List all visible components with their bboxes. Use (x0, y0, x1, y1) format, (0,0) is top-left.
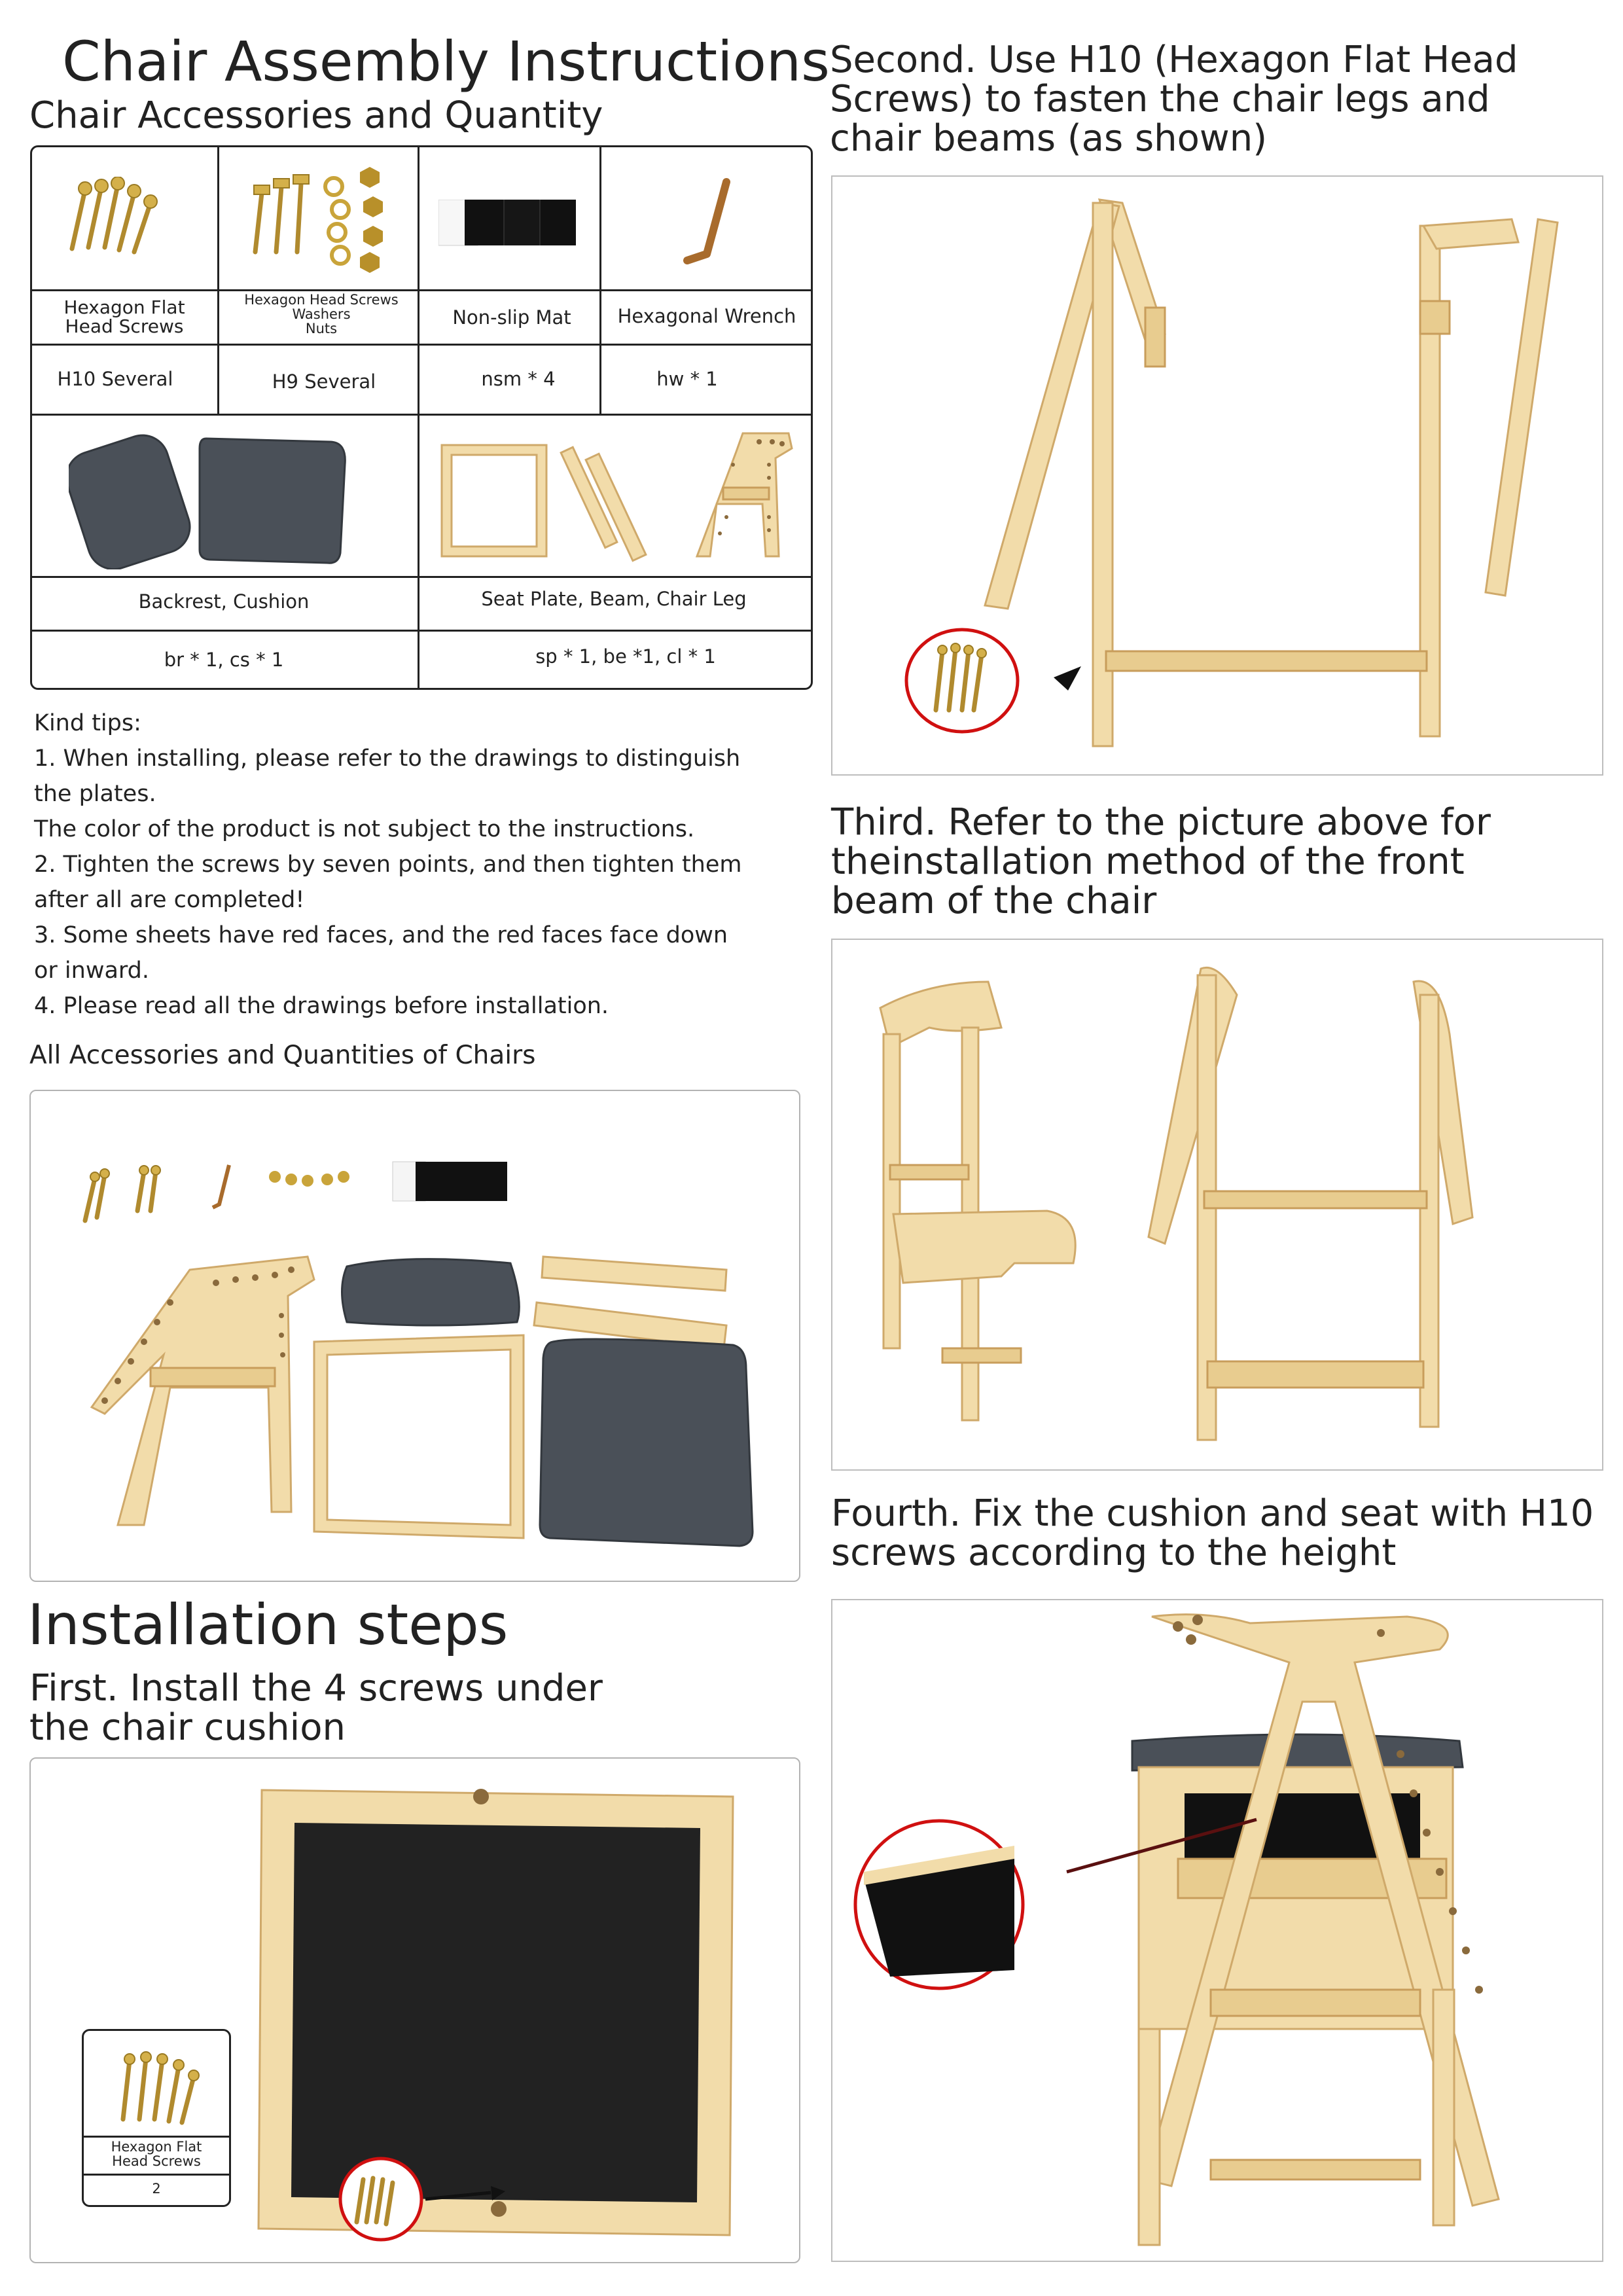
tip-line: or inward. (34, 958, 150, 984)
screw-icon (116, 2051, 202, 2129)
item-hex-head-screws-qty: H9 Several (272, 370, 376, 393)
item-non-slip-mat-qty: nsm * 4 (481, 368, 556, 390)
item-backrest-cushion-qty: br * 1, cs * 1 (164, 649, 284, 671)
item-hex-flat-screws-label: Hexagon Flat Head Screws (63, 296, 185, 338)
step-first-inset-card (82, 2029, 231, 2207)
tip-line: 1. When installing, please refer to the drawings to distinguish (34, 745, 741, 772)
step-first-screw-callout (334, 2153, 510, 2251)
item-hex-head-screws-label: Hexagon Head Screws Washers Nuts (244, 292, 399, 337)
arrow-icon (1067, 1820, 1257, 1872)
seat-plate-icon (314, 1335, 524, 1538)
beam-icon (1106, 651, 1427, 671)
chair-frame-right-icon (1149, 967, 1472, 1440)
chair-leg-icon (697, 433, 792, 556)
screw-icon (72, 177, 157, 252)
step-second-heading: Second. Use H10 (Hexagon Flat Head Screws) to fasten the chair legs and chair beams (as shown) (830, 39, 1518, 160)
tip-line: the plates. (34, 781, 156, 807)
arrow-icon (425, 2193, 491, 2199)
inset-screw-label: Hexagon Flat Head Screws (111, 2139, 202, 2170)
tip-line: 3. Some sheets have red faces, and the red faces face down (34, 922, 728, 948)
seat-plate-icon (442, 445, 546, 556)
screws-icon (85, 1166, 160, 1221)
tip-line: The color of the product is not subject to the instructions. (34, 816, 695, 842)
wrench-icon (213, 1165, 229, 1208)
step-first-heading: First. Install the 4 screws under the chair cushion (29, 1667, 603, 1749)
all-accessories-heading: All Accessories and Quantities of Chairs (29, 1041, 536, 1070)
cushion-icon (1132, 1734, 1463, 1770)
step-fourth-detail-callout (851, 1806, 1309, 2003)
backrest-cushion-photo (69, 425, 357, 569)
backrest-icon (69, 429, 196, 569)
non-slip-mat-photo (438, 200, 589, 252)
hex-wrench-photo (681, 175, 740, 274)
beams-icon (534, 1257, 726, 1348)
arrow-icon (1054, 666, 1081, 691)
washers-nuts-icon (269, 1171, 349, 1187)
backrest-icon (342, 1259, 520, 1325)
installation-heading: Installation steps (27, 1592, 508, 1658)
inset-screw-qty: 2 (152, 2181, 161, 2197)
step-second-screw-callout (897, 615, 1106, 740)
tip-line: 2. Tighten the screws by seven points, and then tighten them (34, 852, 742, 878)
tip-line: after all are completed! (34, 887, 305, 913)
beam-icon (561, 447, 646, 560)
cushion-icon (540, 1339, 753, 1546)
item-hex-wrench-label: Hexagonal Wrench (617, 305, 796, 327)
kind-tips (34, 706, 787, 1024)
item-hex-flat-screws-qty: H10 Several (57, 368, 173, 390)
accessories-heading: Chair Accessories and Quantity (29, 94, 603, 137)
seat-plate-beam-leg-photo (435, 425, 802, 569)
all-accessories-photo (39, 1106, 792, 1577)
item-backrest-cushion-label: Backrest, Cushion (138, 590, 310, 613)
tip-line: 4. Please read all the drawings before installation. (34, 993, 609, 1019)
hex-head-screws-washers-nuts-photo (242, 160, 412, 278)
item-hex-wrench-qty: hw * 1 (656, 368, 718, 390)
mats-icon (393, 1162, 507, 1201)
item-non-slip-mat-label: Non-slip Mat (452, 306, 571, 329)
hex-flat-screws-photo (65, 177, 170, 262)
step-third-photo (851, 956, 1590, 1460)
chair-leg-icon (92, 1257, 314, 1525)
item-seat-plate-beam-leg-label: Seat Plate, Beam, Chair Leg (481, 588, 747, 610)
chair-side-left-icon (880, 982, 1075, 1420)
step-fourth-heading: Fourth. Fix the cushion and seat with H10 screws according to the height (831, 1492, 1594, 1574)
page-title: Chair Assembly Instructions (62, 29, 830, 94)
cushion-icon (200, 439, 345, 563)
step-third-heading: Third. Refer to the picture above for theinstallation method of the front beam of the chair (831, 801, 1491, 922)
item-seat-plate-beam-leg-qty: sp * 1, be *1, cl * 1 (535, 645, 716, 668)
kind-tips-heading: Kind tips: (34, 710, 141, 736)
